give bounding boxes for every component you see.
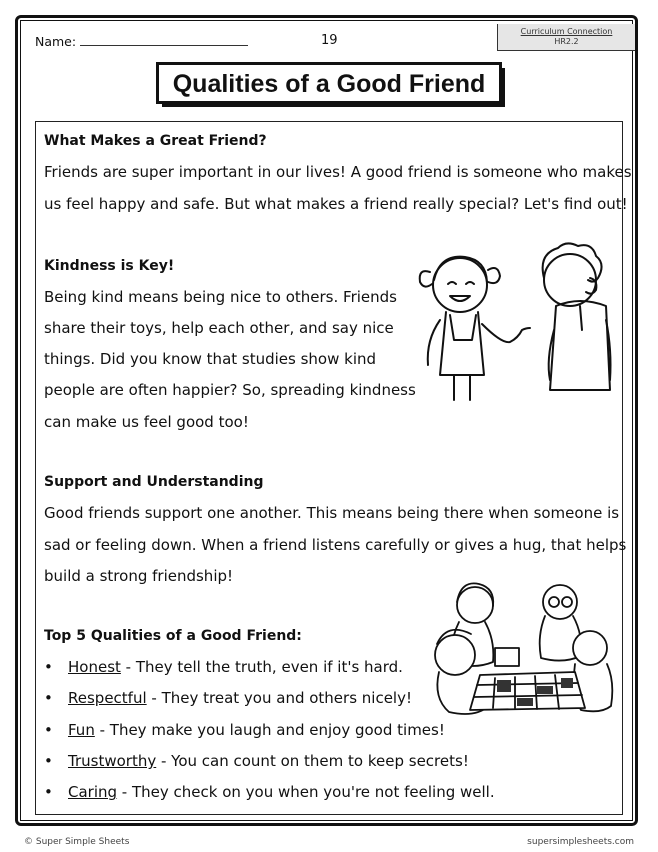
bullet-icon: • (44, 721, 53, 739)
kindness-line-5: can make us feel good too! (44, 413, 249, 431)
quality-term: Respectful (68, 689, 147, 707)
list-item (44, 783, 495, 801)
two-kids-talking-illustration (410, 240, 620, 405)
list-item (44, 752, 469, 770)
footer-copyright: © Super Simple Sheets (24, 837, 130, 847)
quality-term: Caring (68, 783, 118, 801)
quality-term: Honest (68, 658, 121, 676)
quality-desc: - You can count on them to keep secrets! (156, 752, 469, 770)
bullet-icon: • (44, 752, 53, 770)
footer-website[interactable]: supersimplesheets.com (527, 837, 634, 847)
quality-desc: - They check on you when you're not feeling well. (117, 783, 495, 801)
heading-great-friend: What Makes a Great Friend? (44, 133, 267, 149)
kindness-line-3: things. Did you know that studies show kind (44, 350, 377, 368)
name-field[interactable] (35, 33, 248, 49)
support-line-3: build a strong friendship! (44, 567, 234, 585)
list-item (44, 721, 445, 739)
quality-term: Trustworthy (68, 752, 157, 770)
heading-kindness: Kindness is Key! (44, 258, 175, 274)
curriculum-code: HR2.2 (554, 37, 579, 46)
great-friend-line-2: us feel happy and safe. But what makes a friend really special? Let's find out! (44, 195, 628, 213)
name-blank[interactable] (80, 33, 248, 46)
quality-desc: - They tell the truth, even if it's hard. (120, 658, 403, 676)
list-item (44, 689, 412, 707)
page-title: Qualities of a Good Friend (172, 70, 486, 98)
great-friend-line-1: Friends are super important in our lives! A good friend is someone who makes (44, 163, 632, 181)
heading-support: Support and Understanding (44, 474, 264, 490)
quality-term: Fun (68, 721, 95, 739)
kindness-line-4: people are often happier? So, spreading kindness (44, 381, 416, 399)
title-box (156, 62, 502, 104)
heading-top5: Top 5 Qualities of a Good Friend: (44, 628, 302, 644)
quality-desc: - They treat you and others nicely! (146, 689, 412, 707)
kindness-line-1: Being kind means being nice to others. Friends (44, 288, 397, 306)
list-item (44, 658, 403, 676)
curriculum-connection (497, 24, 635, 51)
kindness-line-2: share their toys, help each other, and say nice (44, 319, 394, 337)
bullet-icon: • (44, 689, 53, 707)
support-line-1: Good friends support one another. This means being there when someone is (44, 504, 620, 522)
bullet-icon: • (44, 783, 53, 801)
kids-puzzle-illustration (425, 580, 615, 720)
page-number: 19 (321, 33, 338, 48)
support-line-2: sad or feeling down. When a friend listens carefully or gives a hug, that helps (44, 536, 627, 554)
name-label: Name: (35, 34, 77, 49)
quality-desc: - They make you laugh and enjoy good times! (94, 721, 445, 739)
bullet-icon: • (44, 658, 53, 676)
curriculum-title: Curriculum Connection (520, 27, 613, 36)
